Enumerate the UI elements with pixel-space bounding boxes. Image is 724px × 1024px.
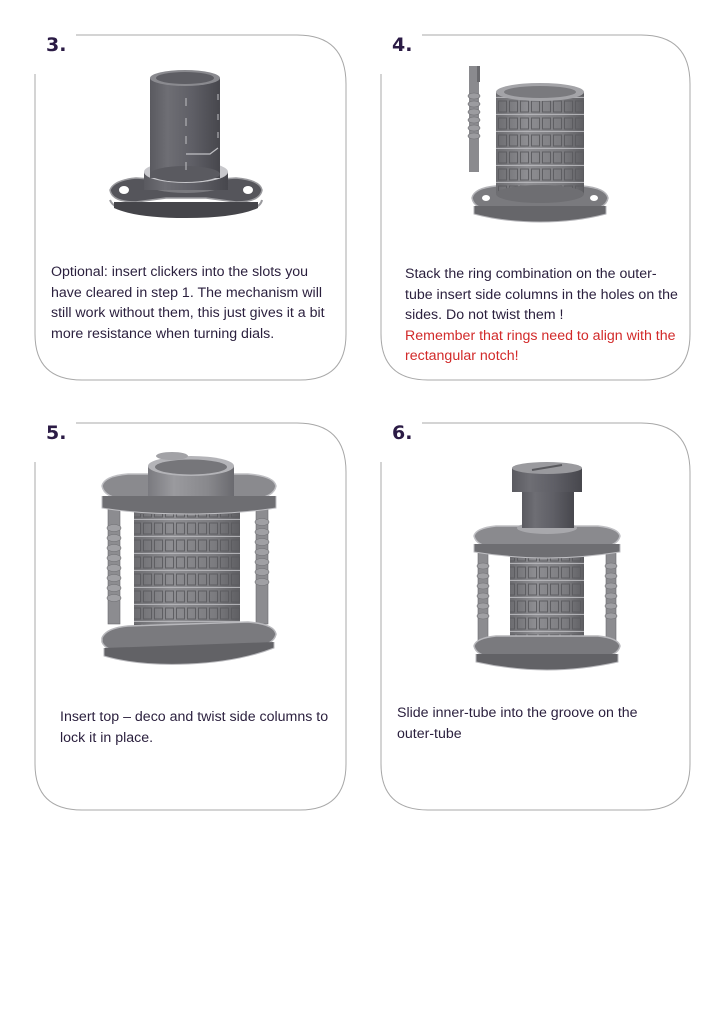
step-card-5 <box>34 422 347 811</box>
step-card-6 <box>380 422 691 811</box>
alignment-warning: Remember that rings need to align with the <box>405 327 676 344</box>
step-card-4 <box>380 34 691 381</box>
step-instructions: Slide inner-tube into the groove on the outer-tube <box>397 705 638 742</box>
step-instructions: Optional: insert clickers into the slots you have cleared in step 1. The mechanism will still work without them, this just gives it a bit more resistance when turning dials. <box>51 264 325 342</box>
step-number: 6. <box>392 422 413 444</box>
ring-stack-with-side-column-image <box>464 64 614 224</box>
step-number: 5. <box>46 422 67 444</box>
outer-tube-with-base-image <box>106 70 266 232</box>
step-instructions: Stack the ring combination on the outer- tube insert side columns in the holes on the sides. Do not twist them ! Remember that rings need to align with the rectangular notch! <box>405 264 691 367</box>
inner-tube-inserted-image <box>472 462 622 672</box>
assembled-with-top-deco-image <box>98 452 278 672</box>
alignment-warning-cont: rectangular notch! <box>405 348 519 364</box>
step-instructions: Insert top – deco and twist side columns to lock it in place. <box>60 709 329 746</box>
step-number: 3. <box>46 34 67 56</box>
step-card-3 <box>34 34 347 381</box>
step-number: 4. <box>392 34 413 56</box>
